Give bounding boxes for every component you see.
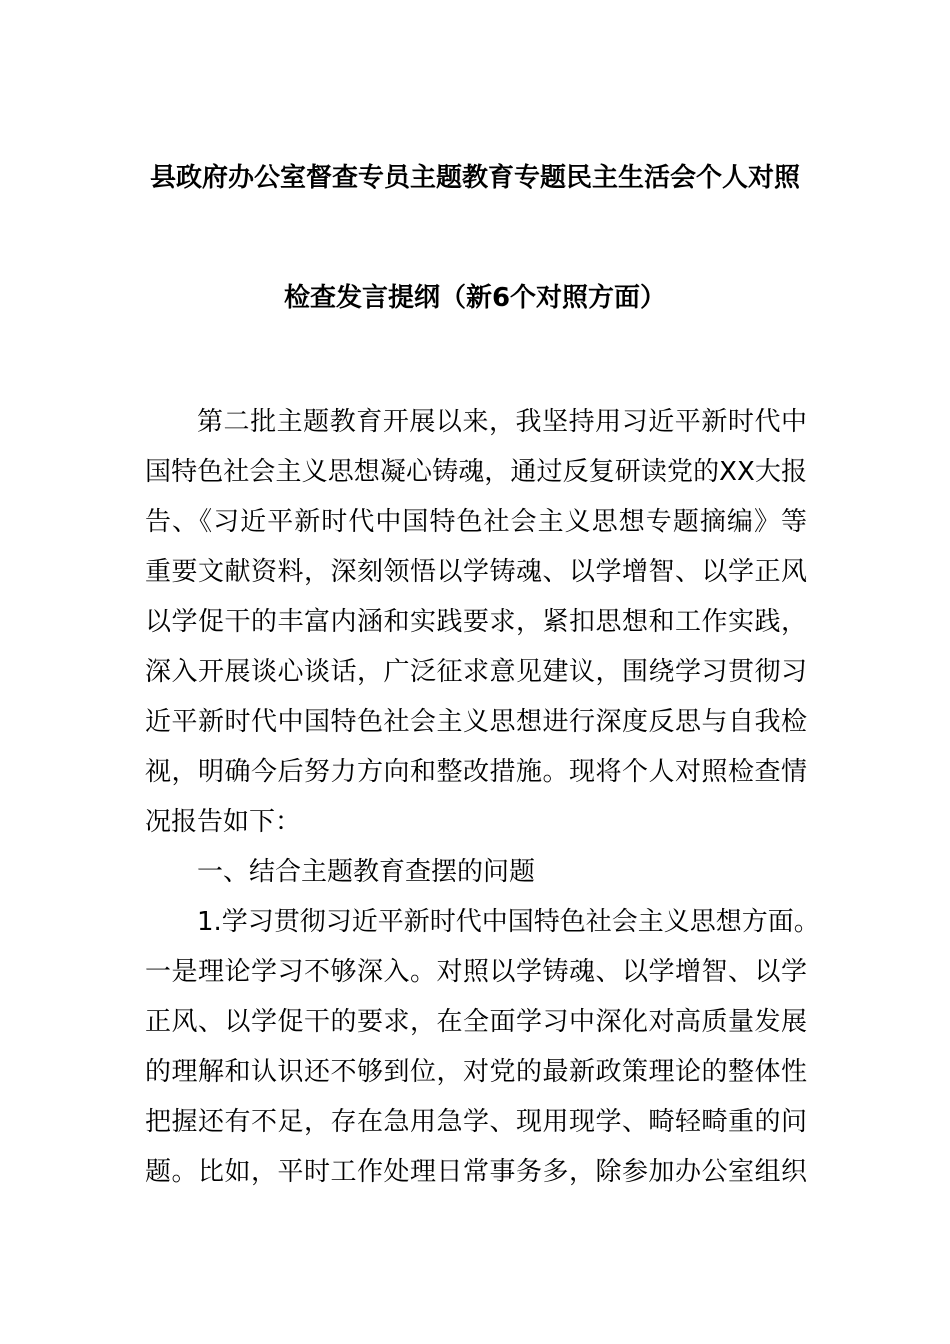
paragraph-line: 一是理论学习不够深入。对照以学铸魂、以学增智、以学 — [145, 957, 807, 987]
document-title-line-1: 县政府办公室督查专员主题教育专题民主生活会个人对照 — [149, 163, 800, 193]
paragraph-line: 近平新时代中国特色社会主义思想进行深度反思与自我检 — [145, 707, 807, 737]
paragraph-line: 以学促干的丰富内涵和实践要求，紧扣思想和工作实践， — [145, 607, 807, 637]
paragraph-line: 题。比如，平时工作处理日常事务多，除参加办公室组织 — [145, 1157, 807, 1187]
paragraph-line: 1.学习贯彻习近平新时代中国特色社会主义思想方面。 — [197, 907, 820, 937]
paragraph-line: 把握还有不足，存在急用急学、现用现学、畸轻畸重的问 — [145, 1107, 807, 1137]
section-heading: 一、结合主题教育查摆的问题 — [197, 857, 536, 887]
paragraph-line: 告、《习近平新时代中国特色社会主义思想专题摘编》等 — [145, 507, 807, 537]
document-title-line-2: 检查发言提纲（新6个对照方面） — [283, 283, 667, 313]
paragraph-line: 况报告如下： — [145, 807, 302, 837]
paragraph-line: 视，明确今后努力方向和整改措施。现将个人对照检查情 — [145, 757, 807, 787]
paragraph-line: 深入开展谈心谈话，广泛征求意见建议，围绕学习贯彻习 — [145, 657, 807, 687]
paragraph-line: 正风、以学促干的要求，在全面学习中深化对高质量发展 — [145, 1007, 807, 1037]
paragraph-line: 第二批主题教育开展以来，我坚持用习近平新时代中 — [197, 407, 807, 437]
paragraph-line: 重要文献资料，深刻领悟以学铸魂、以学增智、以学正风 — [145, 557, 807, 587]
paragraph-line: 的理解和认识还不够到位，对党的最新政策理论的整体性 — [145, 1057, 807, 1087]
paragraph-line: 国特色社会主义思想凝心铸魂，通过反复研读党的XX大报 — [145, 457, 807, 487]
